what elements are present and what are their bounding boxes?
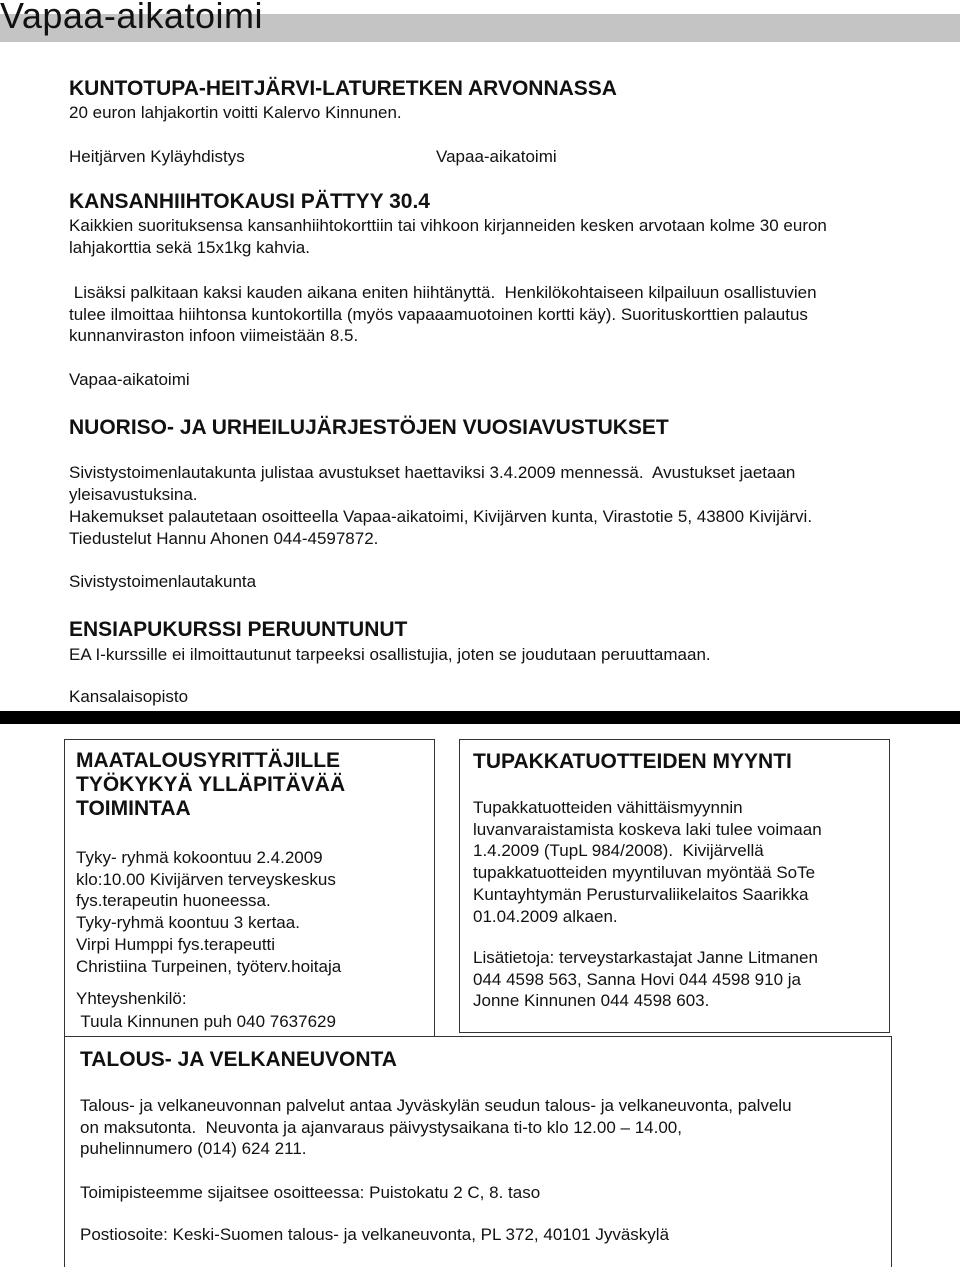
section-divider	[0, 711, 960, 724]
box-tupakka	[459, 739, 890, 1033]
ensiapu-heading: ENSIAPUKURSSI PERUUNTUNUT	[69, 618, 408, 641]
section-kansanhiihto	[69, 190, 889, 258]
maatalous-contact: Tuula Kinnunen puh 040 7637629	[76, 1011, 336, 1031]
kansanhiihto-body1: Kaikkien suorituksensa kansanhiihtokorttiin tai vihkoon kirjanneiden kesken arvotaan kolme 30 euron lahjakorttia sekä 15x1kg kahvia.	[69, 216, 827, 257]
kansanhiihto-heading: KANSANHIIHTOKAUSI PÄTTYY 30.4	[69, 190, 430, 213]
maatalous-line-5: Virpi Humppi fys.terapeutti	[76, 934, 276, 954]
maatalous-heading-2: TYÖKYKYÄ YLLÄPITÄVÄÄ	[76, 773, 346, 796]
tupakka-line-4: tupakkatuotteiden myyntiluvan myöntää SoTe	[473, 863, 816, 883]
maatalous-heading-3: TOIMINTAA	[76, 797, 191, 820]
talous-heading: TALOUS- JA VELKANEUVONTA	[80, 1048, 397, 1071]
tupakka-heading: TUPAKKATUOTTEIDEN MYYNTI	[473, 750, 792, 773]
avustukset-body1: Sivistystoimenlautakunta julistaa avustukset haettaviksi 3.4.2009 mennessä. Avustukset jaetaan yleisavustuksina.	[69, 463, 801, 504]
maatalous-heading-1: MAATALOUSYRITTÄJILLE	[76, 749, 341, 772]
maatalous-line-6: Christiina Turpeinen, työterv.hoitaja	[76, 956, 342, 976]
tupakka-line-5: Kuntayhtymän Perusturvaliikelaitos Saarikka	[473, 884, 809, 904]
maatalous-line-4: Tyky-ryhmä koontuu 3 kertaa.	[76, 913, 300, 933]
avustukset-signature: Sivistystoimenlautakunta	[69, 572, 257, 591]
arvonta-body: 20 euron lahjakortin voitti Kalervo Kinnunen.	[69, 103, 402, 122]
kansanhiihto-signature: Vapaa-aikatoimi	[69, 370, 190, 389]
ensiapu-body: EA I-kurssille ei ilmoittautunut tarpeeksi osallistujia, joten se joudutaan peruuttamaan.	[69, 645, 711, 664]
arvonta-signature-right: Vapaa-aikatoimi	[436, 147, 557, 166]
talous-line-3: puhelinnumero (014) 624 211.	[80, 1139, 307, 1159]
arvonta-heading: KUNTOTUPA-HEITJÄRVI-LATURETKEN ARVONNASSA	[69, 77, 617, 100]
page-title: Vapaa-aikatoimi	[0, 0, 263, 36]
tupakka-line-1: Tupakkatuotteiden vähittäismyynnin	[473, 798, 743, 817]
talous-line-2: on maksutonta. Neuvonta ja ajanvaraus päivystysaikana ti-to klo 12.00 – 14.00,	[80, 1117, 682, 1137]
tupakka-info-3: Jonne Kinnunen 044 4598 603.	[473, 991, 710, 1011]
tupakka-line-3: 1.4.2009 (TupL 984/2008). Kivijärvellä	[473, 841, 764, 861]
maatalous-line-2: klo:10.00 Kivijärven terveyskeskus	[76, 869, 336, 889]
kansanhiihto-body2: Lisäksi palkitaan kaksi kauden aikana eniten hiihtänyttä. Henkilökohtaiseen kilpailuun osallistuvien tulee ilmoittaa hiihtonsa kuntokortilla (myös vapaaamuotoinen kortti käy). Suorituskorttien palautus kunnanviraston infoon viimeistään 8.5.	[69, 283, 822, 345]
arvonta-signature-left: Heitjärven Kyläyhdistys	[69, 147, 245, 166]
maatalous-line-3: fys.terapeutin huoneessa.	[76, 891, 271, 911]
avustukset-body2: Hakemukset palautetaan osoitteella Vapaa-aikatoimi, Kivijärven kunta, Virastotie 5, 43800 Kivijärvi. Tiedustelut Hannu Ahonen 044-4597872.	[69, 507, 822, 548]
talous-line-1: Talous- ja velkaneuvonnan palvelut antaa Jyväskylän seudun talous- ja velkaneuvonta, palvelu	[80, 1096, 792, 1115]
talous-postal: Postiosoite: Keski-Suomen talous- ja velkaneuvonta, PL 372, 40101 Jyväskylä	[80, 1225, 670, 1244]
ensiapu-signature: Kansalaisopisto	[69, 687, 189, 706]
box-maatalous	[64, 739, 435, 1037]
avustukset-heading: NUORISO- JA URHEILUJÄRJESTÖJEN VUOSIAVUSTUKSET	[69, 416, 669, 439]
tupakka-line-6: 01.04.2009 alkaen.	[473, 906, 618, 926]
tupakka-line-2: luvanvaraistamista koskeva laki tulee voimaan	[473, 819, 822, 839]
talous-address: Toimipisteemme sijaitsee osoitteessa: Puistokatu 2 C, 8. taso	[80, 1183, 541, 1202]
tupakka-info-1: Lisätietoja: terveystarkastajat Janne Litmanen	[473, 948, 818, 967]
box-talous	[64, 1036, 892, 1267]
section-arvonta	[69, 77, 889, 124]
maatalous-contact-label: Yhteyshenkilö:	[76, 989, 187, 1008]
maatalous-line-1: Tyky- ryhmä kokoontuu 2.4.2009	[76, 848, 323, 867]
tupakka-info-2: 044 4598 563, Sanna Hovi 044 4598 910 ja	[473, 969, 801, 989]
